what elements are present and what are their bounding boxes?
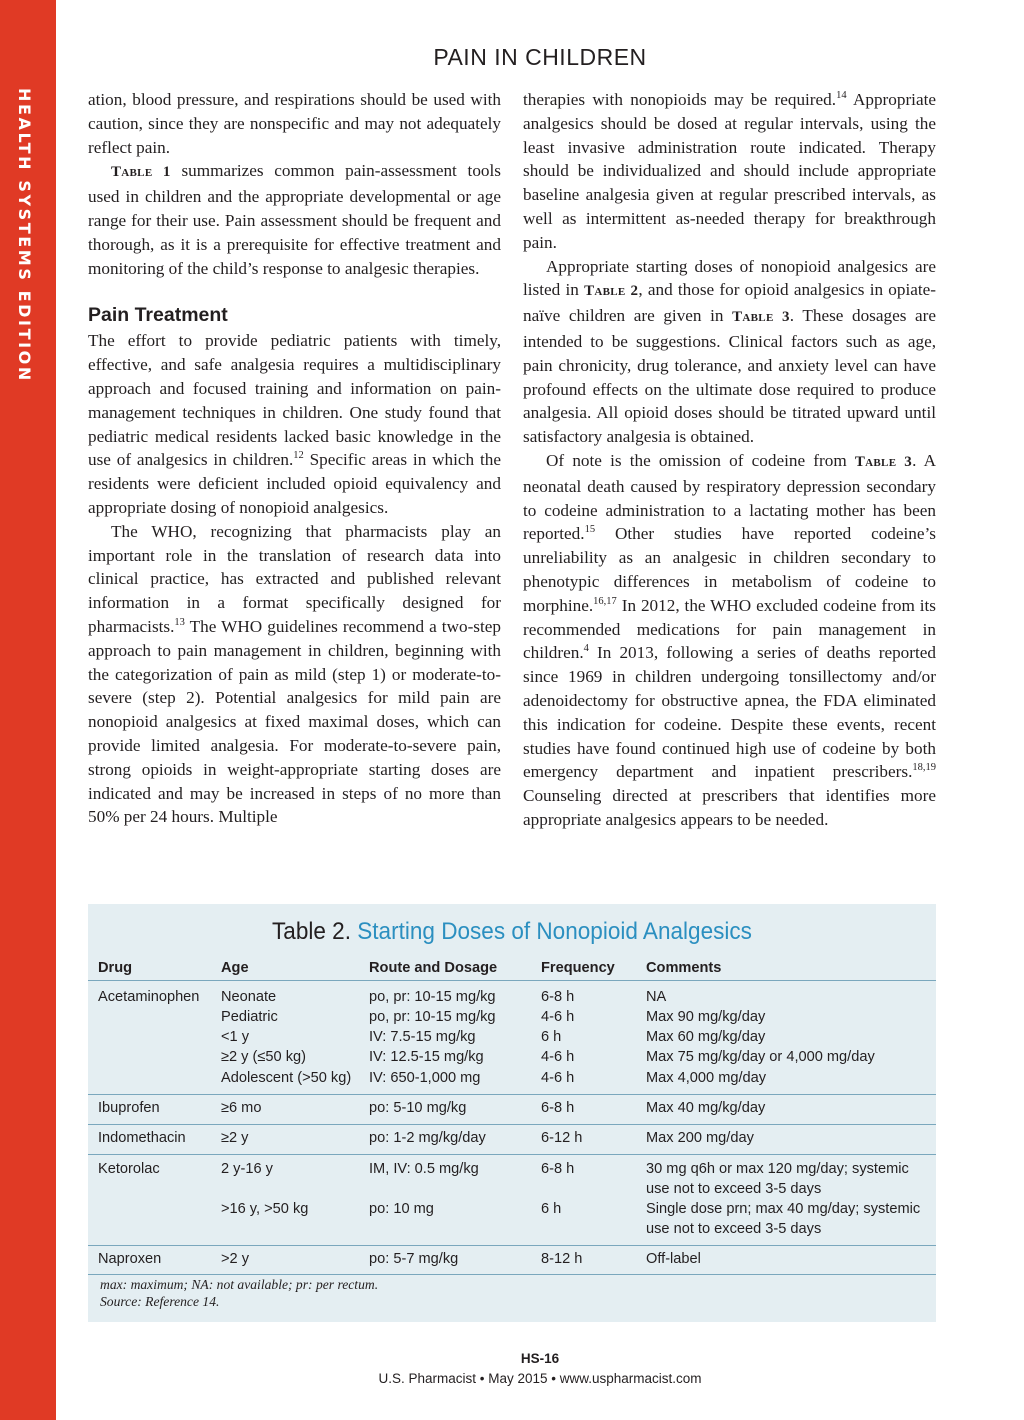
table-cell: 2 y-16 y [221,1161,273,1177]
column-header-route: Route and Dosage [369,960,498,976]
column-header-age: Age [221,960,249,976]
table-cell: <1 y [221,1029,249,1045]
citation: 18,19 [912,762,936,774]
table-cell: po: 5-7 mg/kg [369,1251,459,1267]
citation: 13 [174,616,185,628]
table-reference: Table 2 [584,283,639,300]
dosing-table [88,904,936,1322]
paragraph: Appropriate starting doses of nonopioid analgesics are listed in Table 2, and those for opioid analgesics in opiate-naïve children are given in Table 3. These dosages are intended to be suggestions. Clinical factors such as age, pain chronicity, drug tolerance, and anxiety level can have profound effects on the ultimate dose required to produce analgesia. All opioid doses should be titrated upward until satisfactory analgesia is obtained. [523,256,937,447]
table-cell: Adolescent (>50 kg) [221,1070,352,1086]
paragraph: The effort to provide pediatric patients with timely, effective, and safe analgesia requires a multidisciplinary approach and focused training and information on pain-management techniques in children. One study found that pediatric medical residents lacked basic knowledge in the use of analgesics in children.$^{12}$ Specific areas in which the residents were deficient included opioid equivalency and appropriate dosing of nonopioid analgesics. [88,331,501,517]
table-cell: 6 h [541,1201,562,1217]
column-header-frequency: Frequency [541,960,615,976]
table-cell: Max 75 mg/kg/day or 4,000 mg/day [646,1049,875,1065]
citation: 14 [836,90,847,101]
table-cell: NA [646,989,667,1005]
drug-name: Acetaminophen [98,989,200,1005]
page-number: HS-16 [520,1351,560,1366]
table-cell: IV: 7.5-15 mg/kg [369,1029,476,1045]
table-cell: 6 h [541,1029,562,1045]
table-cell: 6-8 h [541,1161,575,1177]
publication-credit: U.S. Pharmacist • May 2015 • www.uspharmacist.com [378,1371,702,1386]
section-heading: Pain Treatment [88,304,228,327]
citation: 15 [584,524,596,536]
citation: 12 [293,450,304,462]
table-cell: IV: 12.5-15 mg/kg [369,1049,484,1065]
table-cell: po: 5-10 mg/kg [369,1100,467,1116]
column-header-comments: Comments [646,960,722,976]
table-cell: 4-6 h [541,1049,575,1065]
table-cell: Max 200 mg/day [646,1130,754,1146]
table-cell: use not to exceed 3-5 days [646,1221,822,1237]
table-cell: IM, IV: 0.5 mg/kg [369,1161,479,1177]
paragraph: Of note is the omission of codeine from Table 3. A neonatal death caused by respiratory depression secondary to codeine administration to a lactating mother has been reported.$^{15}$ Other studies have reported codeine’s unreliability as an analgesic in children secondary to phenotypic differences in metabolism of codeine to morphine.$^{16,17}$ In 2012, the WHO excluded codeine from its recommended medications for pain management in children.$^4$ In 2013, following a series of deaths reported since 1969 in children undergoing tonsillectomy and/or adenoidectomy for obstructive apnea, the FDA eliminated this indication for codeine. Despite these events, recent studies have found continued high use of codeine by both emergency department and inpatient prescribers.$^{18,19}$ Counseling directed at prescribers that identifies more appropriate analgesics appears to be needed. [523,450,937,829]
table-cell: 6-8 h [541,989,575,1005]
citation: 16,17 [593,595,617,607]
table-cell: po, pr: 10-15 mg/kg [369,989,496,1005]
table-cell: 8-12 h [541,1251,583,1267]
table-cell: Neonate [221,989,277,1005]
table-reference: Table 3 [854,453,913,470]
table-cell: >16 y, >50 kg [221,1201,309,1217]
table-cell: 6-12 h [541,1130,583,1146]
column-header-drug: Drug [98,960,133,976]
right-column [523,88,936,832]
left-column [88,88,501,829]
table-reference: Table 1 [111,164,171,181]
table-cell: Single dose prn; max 40 mg/day; systemic [646,1201,921,1217]
side-label: HEALTH SYSTEMS EDITION [15,88,34,383]
drug-name: Indomethacin [98,1130,186,1146]
drug-name: Ketorolac [98,1161,160,1177]
table-footnote: max: maximum; NA: not available; pr: per rectum. [100,1277,379,1292]
table-cell: Max 60 mg/kg/day [646,1029,766,1045]
table-cell: Max 90 mg/kg/day [646,1009,766,1025]
table-cell: IV: 650-1,000 mg [369,1070,481,1086]
table-cell: po: 10 mg [369,1201,434,1217]
table-cell: ≥2 y (≤50 kg) [221,1049,306,1065]
drug-name: Naproxen [98,1251,162,1267]
table-cell: >2 y [221,1251,249,1267]
table-cell: Pediatric [221,1009,278,1025]
table-cell: Off-label [646,1251,701,1267]
table-cell: 4-6 h [541,1009,575,1025]
drug-name: Ibuprofen [98,1100,160,1116]
table-cell: ≥6 mo [221,1100,262,1116]
paragraph: The WHO, recognizing that pharmacists play an important role in the translation of research data into clinical practice, has extracted and published relevant information in a format specifically designed for pharmacists.$^{13}$ The WHO guidelines recommend a two-step approach to pain management in children, beginning with the categorization of pain as mild (step 1) or moderate-to-severe (step 2). Potential analgesics for mild pain are nonopioid analgesics at fixed maximal doses, which can provide limited analgesia. For moderate-to-severe pain, strong opioids in weight-appropriate starting doses are indicated and may be increased in steps of no more than 50% per 24 hours. Multiple [88,521,501,827]
table-cell: ≥2 y [221,1130,249,1146]
table-source: Source: Reference 14. [100,1294,220,1309]
paragraph: Table 1 summarizes common pain-assessment tools used in children and the appropriate developmental or age range for their use. Pain assessment should be frequent and thorough, as it is a prerequisite for effective treatment and monitoring of the child’s response to analgesic therapies. [88,161,501,278]
table-cell: po, pr: 10-15 mg/kg [369,1009,496,1025]
table-cell: 30 mg q6h or max 120 mg/day; systemic [646,1161,909,1177]
table-cell: Max 4,000 mg/day [646,1070,767,1086]
table-cell: use not to exceed 3-5 days [646,1181,822,1197]
table-cell: Max 40 mg/kg/day [646,1100,766,1116]
paragraph: therapies with nonopioids may be required.$^{14}$ Appropriate analgesics should be dosed at regular intervals, using the least invasive administration route indicated. Therapy should be individualized and should include appropriate baseline analgesia given at regular prescribed intervals, as well as intermittent as-needed therapy for breakthrough pain. [523,90,936,252]
table-reference: Table 3 [732,309,790,326]
citation: 4 [583,643,589,655]
running-head: PAIN IN CHILDREN [433,44,647,70]
table-cell: 6-8 h [541,1100,575,1116]
header-rule [88,980,936,981]
table-cell: po: 1-2 mg/kg/day [369,1130,486,1146]
table-cell: 4-6 h [541,1070,575,1086]
table-title: Table 2. Starting Doses of Nonopioid Analgesics [272,918,752,945]
side-bar [0,0,56,1420]
paragraph: ation, blood pressure, and respirations should be used with caution, since they are nonspecific and may not adequately reflect pain. [88,90,501,157]
